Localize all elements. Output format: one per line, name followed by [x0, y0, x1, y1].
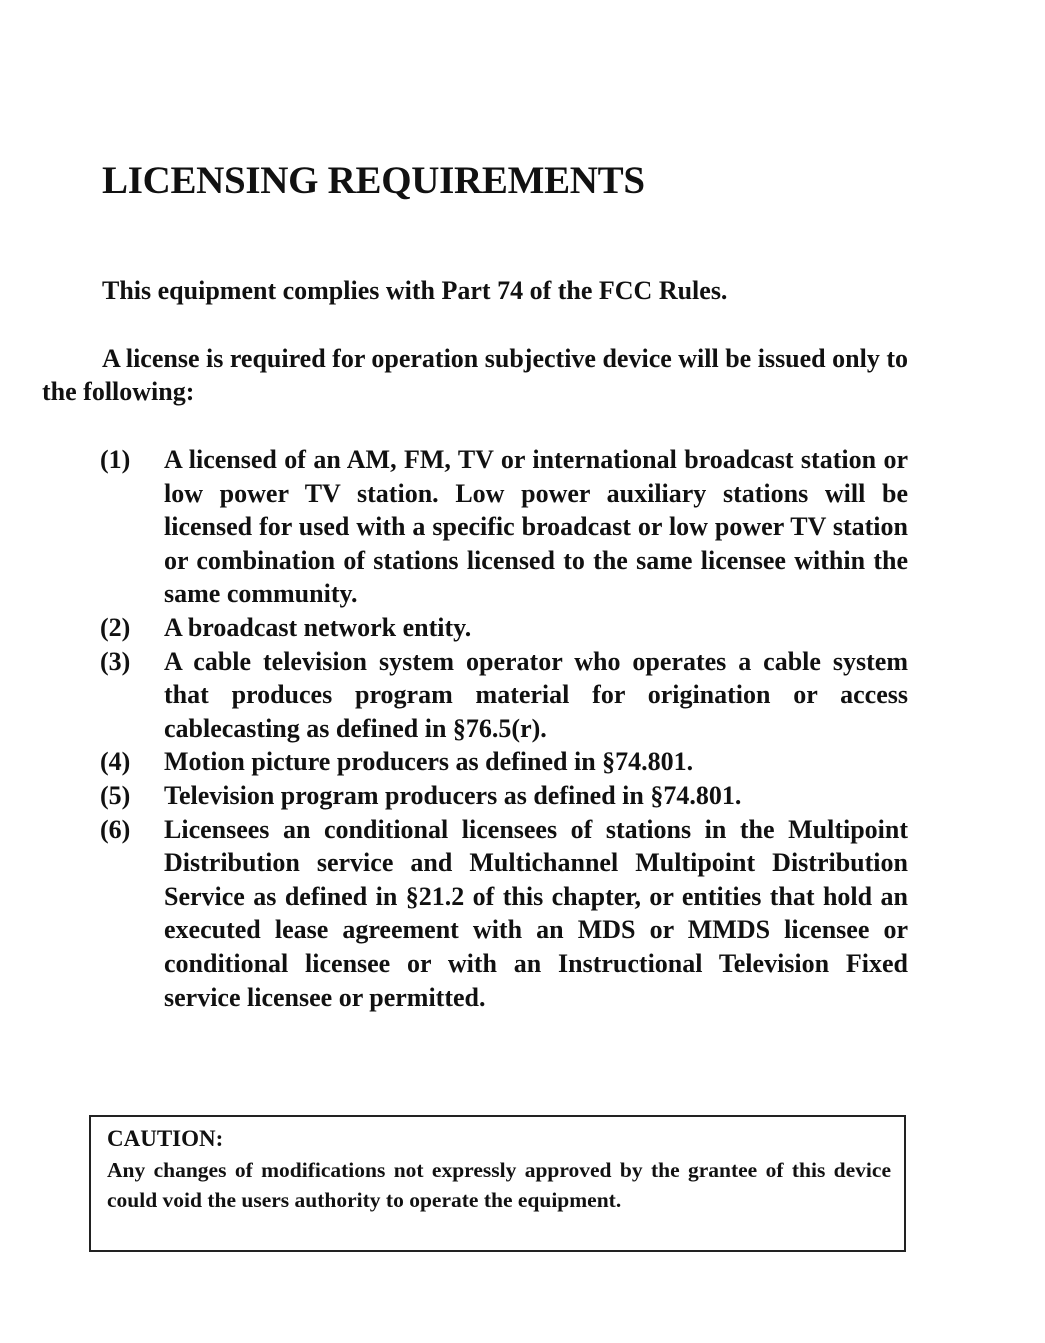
- list-item-text: A licensed of an AM, FM, TV or international broadcast station or low power TV station. Low power auxiliary stations will be licensed for used with a specific broadcast or low power TV station or combination of stations licensed to the same licensee within the same community.: [164, 445, 908, 609]
- list-item-text: A cable television system operator who operates a cable system that produces program material for origination or access cablecasting as defined in §76.5(r).: [164, 646, 908, 743]
- list-item-text: Television program producers as defined in §74.801.: [164, 780, 742, 810]
- list-item-number: (1): [100, 445, 131, 474]
- list-item: [100, 611, 908, 645]
- license-lead-paragraph: A license is required for operation subjective device will be issued only to the following:: [42, 344, 908, 406]
- caution-text: Any changes of modifications not expressly approved by the grantee of this device could void the users authority to operate the equipment.: [107, 1158, 891, 1212]
- caution-title: CAUTION:: [107, 1126, 224, 1151]
- list-item: [100, 745, 908, 779]
- list-item: [100, 779, 908, 813]
- caution-box: [89, 1115, 906, 1252]
- requirements-list: [100, 443, 908, 1014]
- list-item-text: Motion picture producers as defined in §74.801.: [164, 747, 694, 777]
- list-item-number: (5): [100, 780, 131, 810]
- list-item-number: (4): [100, 747, 131, 777]
- list-item-number: (3): [100, 646, 131, 676]
- page-title: LICENSING REQUIREMENTS: [102, 159, 645, 202]
- list-item-text: A broadcast network entity.: [164, 612, 472, 642]
- list-item: [100, 645, 908, 746]
- list-item-text: Licensees an conditional licensees of stations in the Multipoint Distribution service and Multichannel Multipoint Distribution Service as defined in §21.2 of this chapter, or entities that hold an executed lease agreement with an MDS or MMDS licensee or conditional licensee or with an Instructional Television Fixed service licensee or permitted.: [164, 814, 908, 1012]
- list-item: [100, 813, 908, 1015]
- list-item-number: (6): [100, 814, 131, 844]
- compliance-statement: This equipment complies with Part 74 of the FCC Rules.: [102, 276, 728, 305]
- list-item: [100, 443, 908, 611]
- list-item-number: (2): [100, 612, 131, 642]
